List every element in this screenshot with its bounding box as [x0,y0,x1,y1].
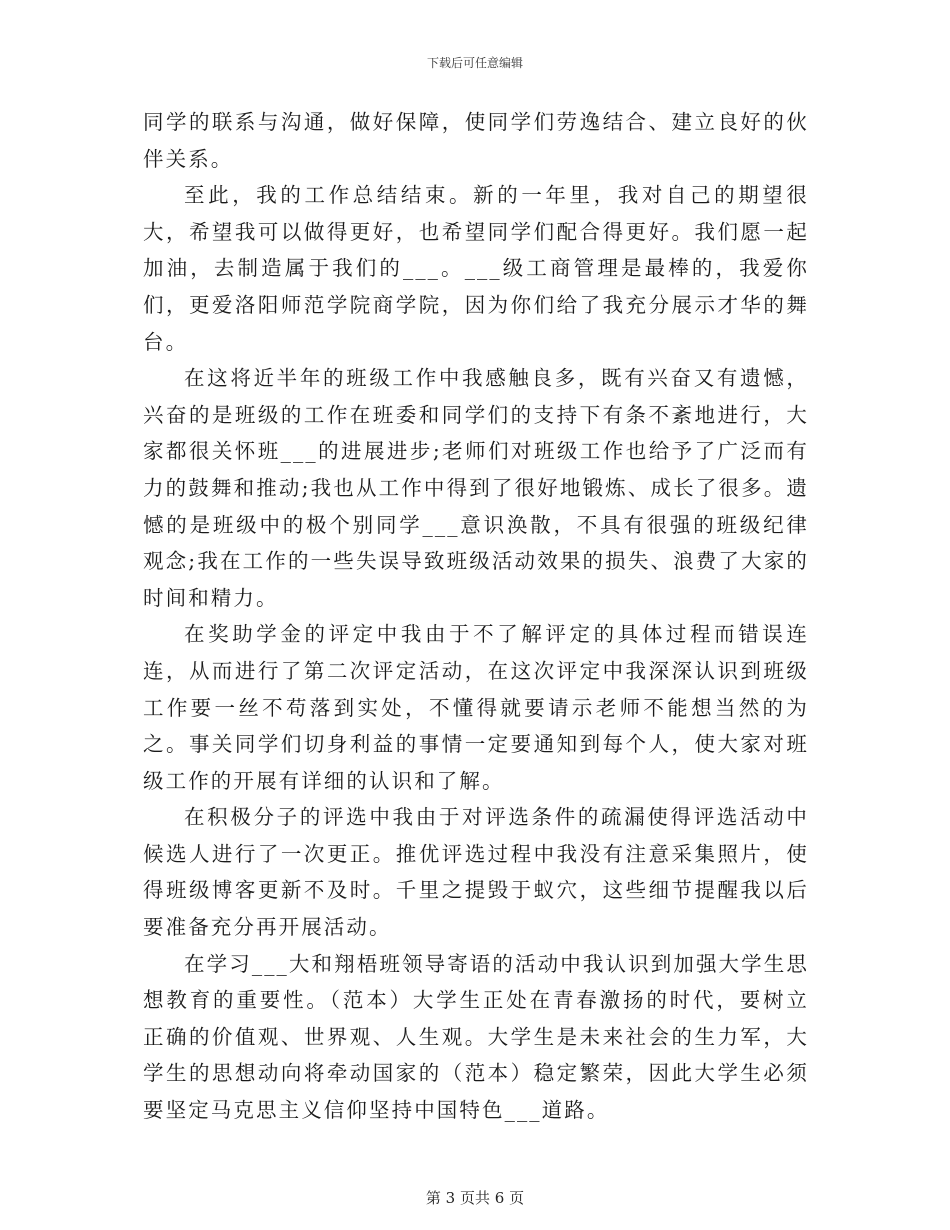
paragraph-summary-conclusion: 至此，我的工作总结结束。新的一年里，我对自己的期望很大，希望我可以做得更好，也希望同学们配合得更好。我们愿一起加油，去制造属于我们的___。___级工商管理是最棒的，我爱你们，更爱洛阳师范学院商学院，因为你们给了我充分展示才华的舞台。 [143,183,809,354]
paragraph-activist-selection: 在积极分子的评选中我由于对评选条件的疏漏使得评选活动中候选人进行了一次更正。推优评选过程中我没有注意采集照片，使得班级博客更新不及时。千里之提毁于蚁穴，这些细节提醒我以后要准备充分再开展活动。 [143,805,809,940]
page-number-footer: 第 3 页共 6 页 [425,1189,525,1207]
document-body [143,104,809,1129]
paragraph-ideological-education: 在学习___大和翔梧班领导寄语的活动中我认识到加强大学生思想教育的重要性。（范本）大学生正处在青春激扬的时代，要树立正确的价值观、世界观、人生观。大学生是未来社会的生力军，大学生的思想动向将牵动国家的（范本）稳定繁荣，因此大学生必须要坚定马克思主义信仰坚持中国特色___道路。 [143,951,809,1123]
paragraph-scholarship-evaluation: 在奖助学金的评定中我由于不了解评定的具体过程而错误连连，从而进行了第二次评定活动，在这次评定中我深深认识到班级工作要一丝不苟落到实处，不懂得就要请示老师不能想当然的为之。事关同学们切身利益的事情一定要通知到每个人，使大家对班级工作的开展有详细的认识和了解。 [143,622,809,793]
paragraph-continuation: 同学的联系与沟通，做好保障，使同学们劳逸结合、建立良好的伙伴关系。 [143,110,809,171]
paragraph-half-year-reflection: 在这将近半年的班级工作中我感触良多，既有兴奋又有遗憾，兴奋的是班级的工作在班委和同学们的支持下有条不紊地进行，大家都很关怀班___的进展进步;老师们对班级工作也给予了广泛而有力的鼓舞和推动;我也从工作中得到了很好地锻炼、成长了很多。遗憾的是班级中的极个别同学___意识涣散，不具有很强的班级纪律观念;我在工作的一些失误导致班级活动效果的损失、浪费了大家的时间和精力。 [143,366,809,610]
page-header-note: 下载后可任意编辑 [426,56,523,70]
